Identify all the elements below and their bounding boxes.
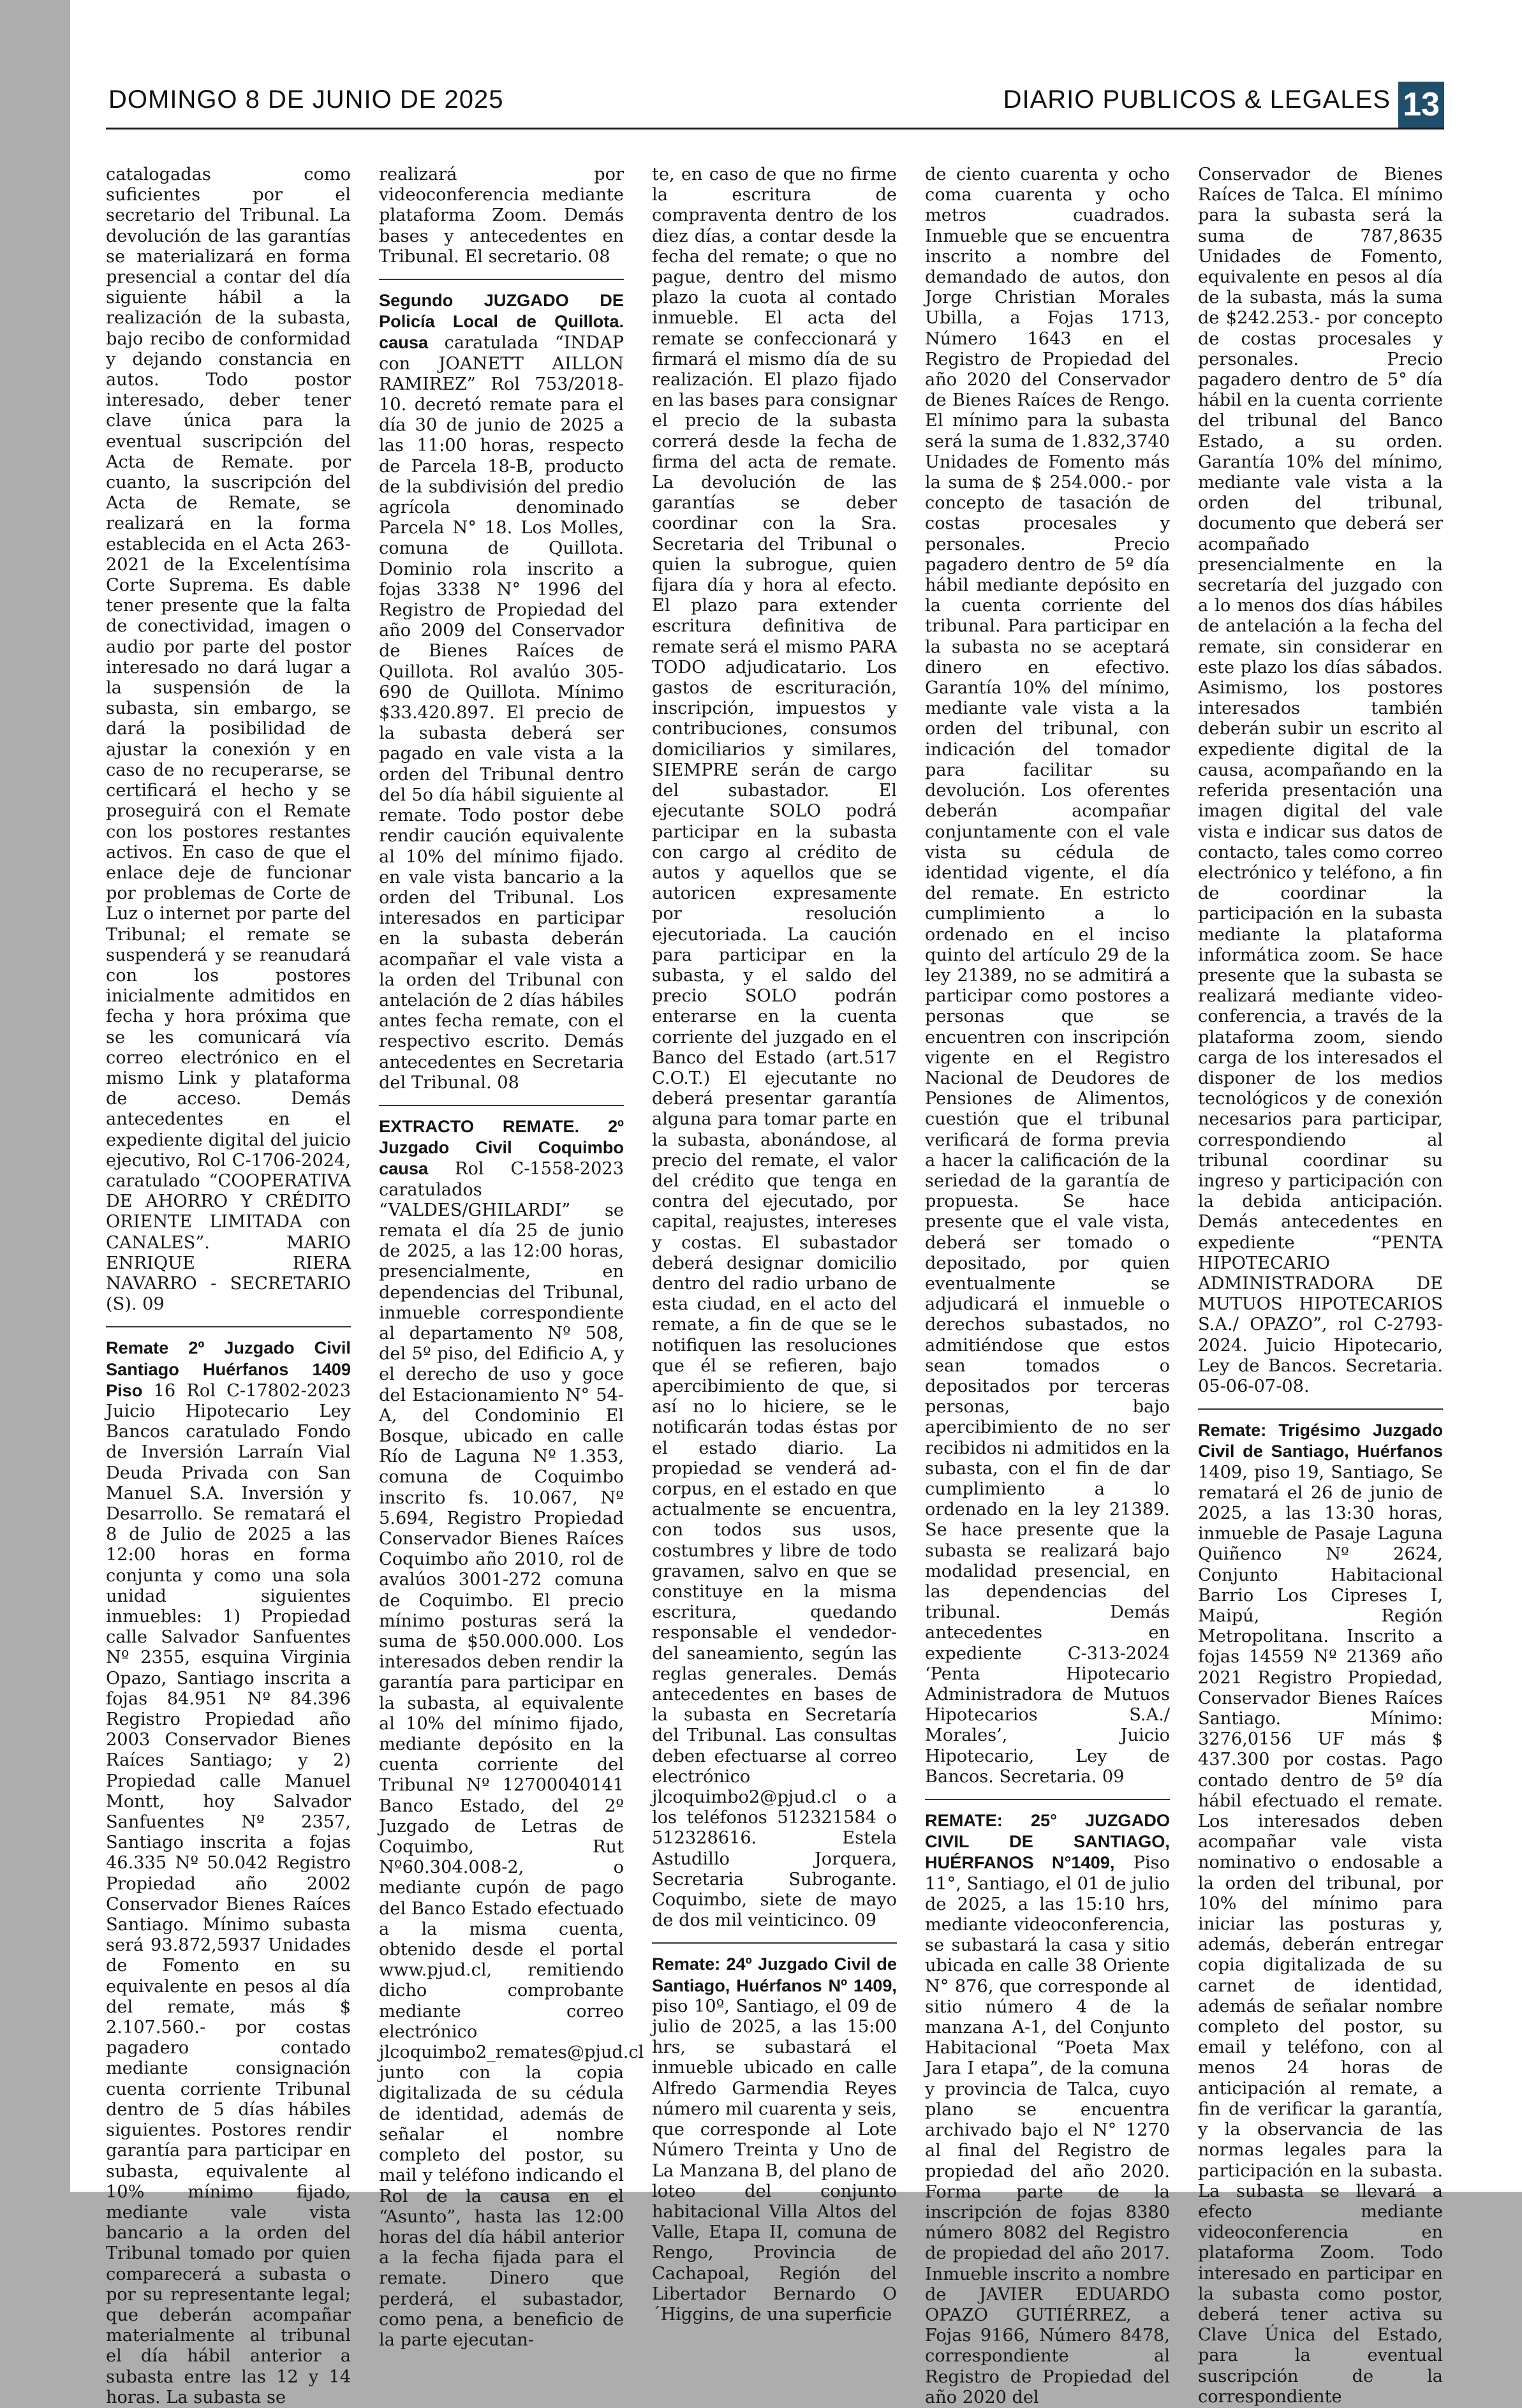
notice-title: REMATE: 25° JUZGADO CIVIL DE SANTIAGO, HUÉRFANOS N°1409, xyxy=(925,1810,1170,1873)
notice-continuation: Conservador de Bienes Raíces de Talca. El mínimo para la subasta será la suma de 787,8635 Unidades de Fomento, equivalente en pesos al día de la subasta, más la suma de $242.253.- por concepto de costas procesales y personales. Precio pagadero dentro de 5° día hábil en la cuenta corriente del tribunal del Banco Estado, a su orden. Garantía 10% del mínimo, mediante vale vista a la orden del tribunal, documento que deberá ser acompañado presencialmente en la secretaría del juzgado con a lo menos dos días hábiles de antelación a la fecha del remate, sin considerar en este plazo los días sábados. Asimismo, los postores interesados también deberán subir un escrito al expediente digital de la causa, acompañando en la referida presentación una imagen digital del vale vista e indicar sus datos de contacto, tales como correo electrónico y teléfono, a fin de coordinar la participación en la subasta mediante la plataforma informática zoom. Se hace presente que la subasta se realizará mediante video- conferencia, a través de la plataforma zoom, siendo carga de los interesados el disponer de los medios tecnológicos y de conexión necesarios para participar, correspondiendo al tribunal coordinar su ingreso y participación con la debida anticipación. Demás antecedentes en expediente “PENTA HIPOTECARIO ADMINISTRADORA DE MUTUOS HIPOTECARIOS S.A./ OPAZO”, rol C-2793- 2024. Juicio Hipotecario, Ley de Bancos. Secretaria. 05-06-07-08. xyxy=(1198,165,1443,1396)
notice-divider xyxy=(379,1105,624,1106)
notice-body: caratulada “INDAP con JOANETT AILLON RAMIREZ” Rol 753/2018-10. decretó remate para el día 30 de junio de 2025 a las 11:00 horas, respecto de Parcela 18-B, producto de la subdivisión del predio agrícola denominado Parcela N° 18. Los Molles, comuna de Quillota. Dominio rola inscrito a fojas 3338 N° 1996 del Registro de Propiedad del año 2009 del Conservador de Bienes Raíces de Quillota. Rol avalúo 305-690 de Quillota. Mínimo $33.420.897. El precio de la subasta deberá ser pagado en vale vista a la orden del Tribunal dentro del 5o día hábil siguiente al remate. Todo postor debe rendir caución equivalente al 10% del mínimo fijado. en vale vista bancario a la orden del Tribunal. Los interesados en participar en la subasta deberán acompañar el vale vista a la orden del Tribunal con antelación de 2 días hábiles antes fecha remate, con el respectivo escrito. Demás antecedentes en Secretaria del Tribunal. 08 xyxy=(379,333,624,1093)
notice xyxy=(652,1954,897,2325)
notice-divider xyxy=(379,279,624,280)
notice xyxy=(925,1810,1170,2408)
notice-divider xyxy=(106,1326,351,1327)
notice-columns xyxy=(106,165,1444,2407)
issue-date: DOMINGO 8 DE JUNIO DE 2025 xyxy=(108,85,504,114)
column-4 xyxy=(925,165,1170,2407)
notice-continuation: realizará por videoconferencia mediante plataforma Zoom. Demás bases y antecedentes en Tribunal. El secretario. 08 xyxy=(379,165,624,267)
publication-name: DIARIO PUBLICOS & LEGALES xyxy=(1003,85,1391,114)
notice-title: Segundo JUZGADO DE Policía Local de Quillota. causa xyxy=(379,290,624,353)
page-header xyxy=(106,82,1444,129)
notice-title: Remate 2º Juzgado Civil Santiago Huérfanos 1409 Piso xyxy=(106,1338,351,1400)
notice-continuation: te, en caso de que no firme la escritura de compraventa dentro de los diez días, a contar desde la fecha del remate; o que no pague, dentro del mismo plazo la cuota al contado inmueble. El acta del remate se confeccionará y firmará el mismo día de su realización. El plazo fijado en las bases para consignar el precio de la subasta correrá desde la fecha de firma del acta de remate. La devolución de las garantías se deber coordinar con la Sra. Secretaria del Tribunal o quien la subrogue, quien fijara día y hora al efecto. El plazo para extender escritura definitiva de remate será el mismo PARA TODO adjudicatario. Los gastos de escrituración, inscripción, impuestos y contribuciones, consumos domiciliarios y similares, SIEMPRE serán de cargo del subastador. El ejecutante SOLO podrá participar en la subasta con cargo al crédito de autos y aquellos que se autoricen expresamente por resolución ejecutoriada. La caución para participar en la subasta, y el saldo del precio SOLO podrán enterarse en la cuenta corriente del juzgado en el Banco del Estado (art.517 C.O.T.) El ejecutante no deberá presentar garantía alguna para tomar parte en la subasta, abonándose, al precio del remate, el valor del crédito que tenga en contra del ejecutado, por capital, reajustes, intereses y costas. El subastador deberá designar domicilio dentro del radio urbano de esta ciudad, en el acto del remate, a fin de que se le notifiquen las resoluciones que él se refieren, bajo apercibimiento de que, si así no lo hiciere, se le notificarán todas éstas por el estado diario. La propiedad se venderá ad-corpus, en el estado en que actualmente se encuentra, con todos sus usos, costumbres y libre de todo gravamen, salvo en que se constituye en la misma escritura, quedando responsable el vendedor- del saneamiento, según las reglas generales. Demás antecedentes en bases de la subasta en Secretaría del Tribunal. Las consultas deben efectuarse al correo electrónico jlcoquimbo2@pjud.cl o a los teléfonos 512321584 o 512328616. Estela Astudillo Jorquera, Secretaria Subrogante. Coquimbo, siete de mayo de dos mil veinticinco. 09 xyxy=(652,165,897,1931)
column-3 xyxy=(652,165,897,2324)
notice xyxy=(379,290,624,1093)
notice-divider xyxy=(652,1942,897,1944)
notice-title: EXTRACTO REMATE. 2º Juzgado Civil Coquimbo causa xyxy=(379,1116,624,1179)
column-1 xyxy=(106,165,351,2407)
notice xyxy=(106,1338,351,2408)
notice xyxy=(1198,1420,1443,2407)
notice-title: Remate: 24º Juzgado Civil de Santiago, Huérfanos Nº 1409, xyxy=(652,1954,897,1995)
notice xyxy=(379,1116,644,2351)
notice-body: piso 10º, Santiago, el 09 de julio de 2025, a las 15:00 hrs, se subastará el inmueble ubicado en calle Alfredo Garmendia Reyes número mil cuarenta y seis, que corresponde al Lote Número Treinta y Uno de La Manzana B, del plano de loteo del conjunto habitacional Villa Altos del Valle, Etapa II, comuna de Rengo, Provincia de Cachapoal, Región del Libertador Bernardo O´Higgins, de una superficie xyxy=(652,1996,897,2324)
notice-body: Piso 11°, Santiago, el 01 de julio de 2025, a las 15:10 hrs, mediante videoconferencia, se subastará la casa y sitio ubicada en calle 38 Oriente N° 876, que corresponde al sitio número 4 de la manzana A-1, del Conjunto Habitacional “Poeta Max Jara I etapa”, de la comuna y provincia de Talca, cuyo plano se encuentra archivado bajo el N° 1270 al final del Registro de propiedad del año 2020. Forma parte de la inscripción de fojas 8380 número 8082 del Registro de propiedad del año 2017. Inmueble inscrito a nombre de JAVIER EDUARDO OPAZO GUTIÉRREZ, a Fojas 9166, Número 8478, correspondiente al Registro de Propiedad del año 2020 del xyxy=(925,1853,1170,2407)
column-2 xyxy=(379,165,644,2350)
notice-divider xyxy=(1198,1408,1443,1410)
notice-divider xyxy=(925,1799,1170,1800)
notice-body: 1409, piso 19, Santiago, Se rematará el 26 de junio de 2025, a las 13:30 horas, inmueble de Pasaje Laguna Quiñenco Nº 2624, Conjunto Habitacional Barrio Los Cipreses I, Maipú, Región Metropolitana. Inscrito a fojas 14559 Nº 21369 año 2021 Registro Propiedad, Conservador Bienes Raíces Santiago. Mínimo: 3276,0156 UF más $ 437.300 por costas. Pago contado dentro de 5º día hábil efectuado el remate. Los interesados deben acompañar vale vista nominativo o endosable a la orden del tribunal, por 10% del mínimo para iniciar las posturas y, además, deberán entregar copia digitalizada de su carnet de identidad, además de señalar nombre completo del postor, su email y teléfono, con al menos 24 horas de anticipación al remate, a fin de verificar la garantía, y la observancia de las normas legales para la participación en la subasta. La subasta se llevará a efecto mediante videoconferencia en plataforma Zoom. Todo interesado en participar en la subasta como postor, deberá tener activa su Clave Única del Estado, para la eventual suscripción de la correspondiente xyxy=(1198,1462,1443,2407)
notice-continuation: de ciento cuarenta y ocho coma cuarenta y ocho metros cuadrados. Inmueble que se encuentra inscrito a nombre del demandado de autos, don Jorge Christian Morales Ubilla, a Fojas 1713, Número 1643 en el Registro de Propiedad del año 2020 del Conservador de Bienes Raíces de Rengo. El mínimo para la subasta será la suma de 1.832,3740 Unidades de Fomento más la suma de $ 254.000.- por concepto de tasación de costas procesales y personales. Precio pagadero dentro de 5º día hábil mediante depósito en la cuenta corriente del tribunal. Para participar en la subasta no se aceptará dinero en efectivo. Garantía 10% del mínimo, mediante vale vista a la orden del tribunal, con indicación del tomador para facilitar su devolución. Los oferentes deberán acompañar conjuntamente con el vale vista su cédula de identidad vigente, el día del remate. En estricto cumplimiento a lo ordenado en el inciso quinto del artículo 29 de la ley 21389, no se admitirá a participar como postores a personas que se encuentren con inscripción vigente en el Registro Nacional de Deudores de Pensiones de Alimentos, cuestión que el tribunal verificará de forma previa a hacer la calificación de la seriedad de la garantía de propuesta. Se hace presente que el vale vista, deberá ser tomado o depositado, por quien eventualmente se adjudicará el inmueble o derechos subastados, no admitiéndose que estos sean tomados o depositados por terceras personas, bajo apercibimiento de no ser recibidos ni admitidos en la subasta, con el fin de dar cumplimiento a lo ordenado en la ley 21389. Se hace presente que la subasta se realizará bajo modalidad presencial, en las dependencias del tribunal. Demás antecedentes en expediente C-313-2024 ‘Penta Hipotecario Administradora de Mutuos Hipotecarios S.A./ Morales’, Juicio Hipotecario, Ley de Bancos. Secretaria. 09 xyxy=(925,165,1170,1787)
column-5 xyxy=(1198,165,1443,2407)
notice-title: Remate: Trigésimo Juzgado Civil de Santiago, Huérfanos xyxy=(1198,1420,1443,1461)
notice-body: Rol C-1558-2023 caratulados “VALDES/GHILARDI” se remata el día 25 de junio de 2025, a las 12:00 horas, presencialmente, en dependencias del Tribunal, inmueble correspondiente al departamento Nº 508, del 5º piso, del Edificio A, y el derecho de uso y goce del Estacionamiento N° 54-A, del Condominio El Bosque, ubicado en calle Río de Laguna Nº 1.353, comuna de Coquimbo inscrito fs. 10.067, Nº 5.694, Registro Propiedad Conservador Bienes Raíces Coquimbo año 2010, rol de avalúos 3001-272 comuna de Coquimbo. El precio mínimo posturas será la suma de $50.000.000. Los interesados deben rendir la garantía para participar en la subasta, al equivalente al 10% del mínimo fijado, mediante depósito en la cuenta corriente del Tribunal Nº 12700040141 Banco Estado, del 2º Juzgado de Letras de Coquimbo, Rut Nº60.304.008-2, o mediante cupón de pago del Banco Estado efectuado a la misma cuenta, obtenido desde el portal www.pjud.cl, remitiendo dicho comprobante mediante correo electrónico jlcoquimbo2_remates@pjud.cl junto con la copia digitalizada de su cédula de identidad, además de señalar el nombre completo del postor, su mail y teléfono indicando el Rol de la causa en el “Asunto”, hasta las 12:00 horas del día hábil anterior a la fecha fijada para el remate. Dinero que perderá, el subastador, como pena, a beneficio de la parte ejecutan- xyxy=(379,1159,644,2350)
page-number: 13 xyxy=(1398,82,1444,128)
notice-continuation: catalogadas como suficientes por el secretario del Tribunal. La devolución de las garantías se materializará en forma presencial a contar del día siguiente hábil a la realización de la subasta, bajo recibo de conformidad y dejando constancia en autos. Todo postor interesado, deber tener clave única para la eventual suscripción del Acta de Remate. por cuanto, la suscripción del Acta de Remate, se realizará en la forma establecida en el Acta 263-2021 de la Excelentísima Corte Suprema. Es dable tener presente que la falta de conectividad, imagen o audio por parte del postor interesado no dará lugar a la suspensión de la subasta, sin embargo, se dará la posibilidad de ajustar la conexión y en caso de no recuperarse, se certificará el hecho y se proseguirá con el Remate con los postores restantes activos. En caso de que el enlace deje de funcionar por problemas de Corte de Luz o internet por parte del Tribunal; el remate se suspenderá y se reanudará con los postores inicialmente admitidos en fecha y hora próxima que se les comunicará vía correo electrónico en el mismo Link y plataforma de acceso. Demás antecedentes en el expediente digital del juicio ejecutivo, Rol C-1706-2024, caratulado “COOPERATIVA DE AHORRO Y CRÉDITO ORIENTE LIMITADA con CANALES”. MARIO ENRIQUE RIERA NAVARRO - SECRETARIO (S). 09 xyxy=(106,165,351,1315)
notice-body: 16 Rol C-17802-2023 Juicio Hipotecario Ley Bancos caratulado Fondo de Inversión Larraín Vial Deuda Privada con San Manuel S.A. Inversión y Desarrollo. Se rematará el 8 de Julio de 2025 a las 12:00 horas en forma conjunta y como una sola unidad siguientes inmuebles: 1) Propiedad calle Salvador Sanfuentes Nº 2355, esquina Virginia Opazo, Santiago inscrita a fojas 84.951 Nº 84.396 Registro Propiedad año 2003 Conservador Bienes Raíces Santiago; y 2) Propiedad calle Manuel Montt, hoy Salvador Sanfuentes Nº 2357, Santiago inscrita a fojas 46.335 Nº 50.042 Registro Propiedad año 2002 Conservador Bienes Raíces Santiago. Mínimo subasta será 93.872,5937 Unidades de Fomento en su equivalente en pesos al día del remate, más $ 2.107.560.- por costas pagadero contado mediante consignación cuenta corriente Tribunal dentro de 5 días hábiles siguientes. Postores rendir garantía para participar en subasta, equivalente al 10% mínimo fijado, mediante vale vista bancario a la orden del Tribunal tomado por quien comparecerá a subasta o por su representante legal; que deberán acompañar materialmente al tribunal el día hábil anterior a subasta entre las 12 y 14 horas. La subasta se xyxy=(106,1380,351,2407)
